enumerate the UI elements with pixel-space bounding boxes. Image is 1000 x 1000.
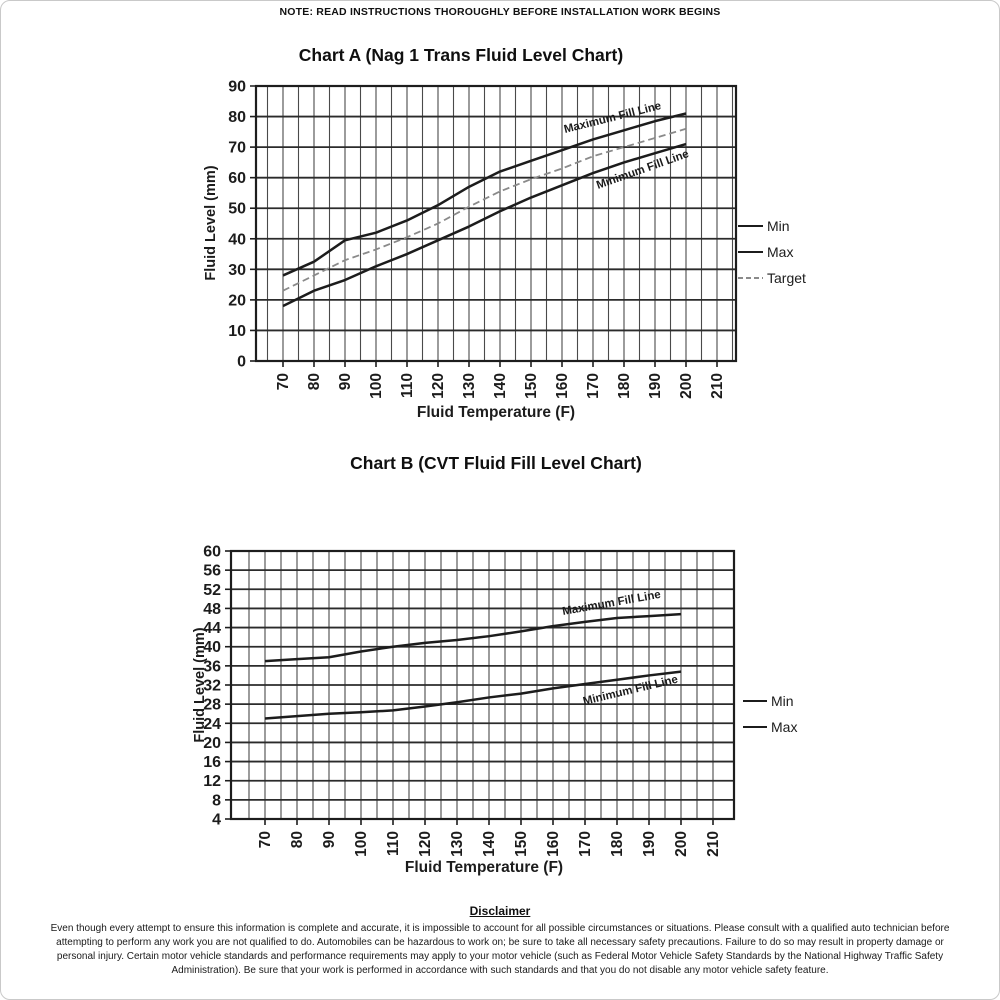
x-tick-label: 120 [417,831,434,857]
line-annotation: Minimum Fill Line [594,148,691,192]
x-tick-label: 210 [705,831,722,857]
x-tick-label: 100 [368,373,385,399]
x-tick-label: 160 [545,831,562,857]
x-tick-label: 190 [647,373,664,399]
legend-label: Min [767,218,790,234]
y-tick-label: 44 [203,620,221,638]
chart-b-title: Chart B (CVT Fluid Fill Level Chart) [350,453,642,473]
x-tick-label: 210 [709,373,726,399]
plot-border [256,86,736,361]
chart-a-title: Chart A (Nag 1 Trans Fluid Level Chart) [298,45,624,65]
y-tick-label: 32 [203,677,221,695]
chart-a-figure [1,76,1000,428]
x-tick-label: 150 [523,373,540,399]
x-tick-label: 80 [289,831,306,849]
x-tick-label: 80 [306,373,323,391]
y-tick-label: 20 [228,292,246,310]
note-banner: NOTE: READ INSTRUCTIONS THOROUGHLY BEFORE INSTALLATION WORK BEGINS [279,6,721,18]
y-axis-title: Fluid Level (mm) [192,627,208,743]
x-tick-label: 70 [257,831,274,849]
x-tick-label: 100 [353,831,370,857]
disclaimer-section [1,904,999,978]
x-tick-label: 90 [337,373,354,391]
x-tick-label: 90 [321,831,338,849]
y-axis-title: Fluid Level (mm) [203,165,219,281]
x-tick-label: 180 [609,831,626,857]
x-tick-label: 130 [449,831,466,857]
x-axis-title: Fluid Temperature (F) [416,404,576,421]
y-tick-label: 40 [203,639,221,657]
y-tick-label: 16 [203,754,221,772]
y-tick-label: 80 [228,109,246,127]
y-tick-label: 52 [203,581,221,599]
x-axis-title: Fluid Temperature (F) [404,859,564,876]
y-tick-label: 10 [228,322,246,340]
x-tick-label: 150 [513,831,530,857]
y-tick-label: 36 [203,658,221,676]
legend-label: Max [767,244,794,260]
disclaimer-text: Even though every attempt to ensure this information is complete and accurate, it is impossible to account for all possible circumstances or situations. Please consult with a qualified auto technician before attempting to perform any work you are not qualified to do. Automobiles can be hazardous to work on; be sure to take all necessary safety precautions. Failure to do so may result in property damage or personal injury. Certain motor vehicle standards and performance requirements may apply to your motor vehicle (such as Federal Motor Vehicle Safety Standards by the National Highway Traffic Safety Administration). Be sure that your work is performed in accordance with such standards and that you do not disable any motor vehicle safety feature. [50,923,950,976]
y-tick-label: 20 [203,734,221,752]
y-tick-label: 50 [228,200,246,218]
chart-b-figure [1,486,1000,888]
y-tick-label: 70 [228,139,246,157]
y-tick-label: 30 [228,261,246,279]
line-annotation: Maximum Fill Line [562,100,663,136]
line-annotation: Minimum Fill Line [581,673,680,708]
legend-label: Min [771,693,794,709]
x-tick-label: 120 [430,373,447,399]
y-tick-label: 8 [212,792,221,810]
x-tick-label: 160 [554,373,571,399]
y-tick-label: 56 [203,562,221,580]
x-tick-label: 110 [385,831,402,857]
disclaimer-title: Disclaimer [469,904,531,918]
legend-label: Max [771,719,798,735]
y-tick-label: 60 [228,170,246,188]
y-tick-label: 4 [212,811,221,829]
x-tick-label: 200 [678,373,695,399]
x-tick-label: 140 [481,831,498,857]
y-tick-label: 28 [203,696,221,714]
y-tick-label: 0 [237,353,246,371]
y-tick-label: 90 [228,78,246,96]
y-tick-label: 12 [203,773,221,791]
legend-label: Target [767,270,806,286]
x-tick-label: 110 [399,373,416,399]
line-annotation: Maximum Fill Line [561,588,662,618]
y-tick-label: 24 [203,715,221,733]
y-tick-label: 60 [203,543,221,561]
y-tick-label: 48 [203,600,221,618]
x-tick-label: 130 [461,373,478,399]
x-tick-label: 170 [585,373,602,399]
x-tick-label: 170 [577,831,594,857]
x-tick-label: 140 [492,373,509,399]
x-tick-label: 190 [641,831,658,857]
y-tick-label: 40 [228,231,246,249]
x-tick-label: 70 [275,373,292,391]
x-tick-label: 180 [616,373,633,399]
x-tick-label: 200 [673,831,690,857]
